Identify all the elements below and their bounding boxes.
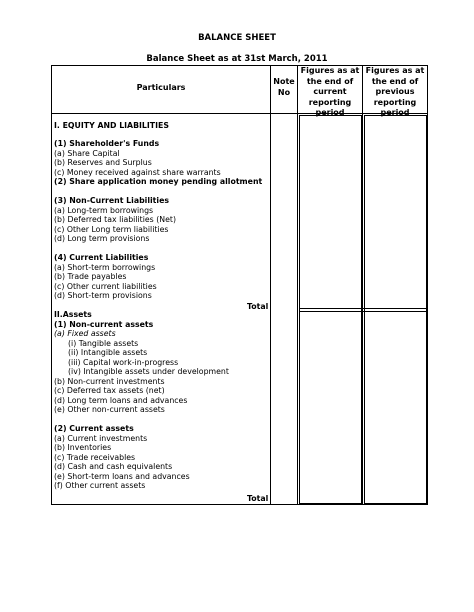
header-particulars: Particulars [136,83,186,92]
particulars-row: (1) Shareholder's Funds [54,139,160,148]
particulars-row: (a) Long-term borrowings [54,205,154,215]
particulars-row: (i) Tangible assets [68,338,139,348]
particulars-row: (iii) Capital work-in-progress [68,357,179,367]
balance-sheet-table [51,65,428,505]
particulars-row: (c) Other current liabilities [54,281,157,291]
total-assets-label: Total [247,494,269,503]
particulars-row: (f) Other current assets [54,481,146,490]
particulars-row: (e) Short-term loans and advances [54,471,190,481]
divider-current [297,66,298,504]
particulars-row: I. EQUITY AND LIABILITIES [54,121,169,130]
particulars-row: (c) Deferred tax assets (net) [54,386,165,395]
particulars-row: II.Assets [54,310,92,319]
particulars-row: (a) Fixed assets [54,329,116,338]
divider-note [270,66,271,504]
document-title: BALANCE SHEET [198,33,276,43]
document-subtitle: Balance Sheet as at 31st March, 2011 [146,54,328,64]
particulars-row: (b) Non-current investments [54,376,165,386]
particulars-row: (3) Non-Current Liabilities [54,196,170,205]
particulars-row: (ii) Intangible assets [68,348,148,357]
divider-previous [362,66,363,504]
header-note-no [271,77,297,98]
current-figures-box [299,115,362,504]
header-divider [52,113,427,114]
previous-figures-box [364,115,427,504]
note-no-label: Note No [273,77,295,97]
total-line-liabilities-2 [299,311,427,312]
particulars-row: (d) Short-term provisions [54,291,152,300]
particulars-row: (b) Inventories [54,443,112,452]
particulars-row: (1) Non-current assets [54,319,154,329]
particulars-row: (d) Cash and cash equivalents [54,462,173,471]
particulars-row: (4) Current Liabilities [54,253,149,262]
particulars-row: (c) Money received against share warrants [54,167,221,177]
particulars-row: (b) Reserves and Surplus [54,158,152,167]
particulars-row: (a) Share Capital [54,148,120,158]
particulars-row: (c) Other Long term liabilities [54,224,169,234]
particulars-row: (c) Trade receivables [54,452,136,462]
particulars-row: (e) Other non-current assets [54,405,165,414]
particulars-row: (iv) Intangible assets under development [68,367,229,376]
particulars-row: (a) Current investments [54,433,148,443]
particulars-row: (a) Short-term borrowings [54,262,156,272]
header-previous-period: Figures as at the end of previous reporting period [365,66,425,117]
particulars-row: (2) Share application money pending allotment [54,177,263,186]
total-liabilities-label: Total [247,302,269,311]
particulars-row: (2) Current assets [54,424,134,433]
header-current-period: Figures as at the end of current reporting period [300,66,360,117]
particulars-row: (d) Long term provisions [54,234,150,243]
particulars-row: (d) Long term loans and advances [54,395,188,405]
total-line-liabilities [299,308,427,309]
particulars-row: (b) Trade payables [54,272,127,281]
particulars-row: (b) Deferred tax liabilities (Net) [54,215,176,224]
